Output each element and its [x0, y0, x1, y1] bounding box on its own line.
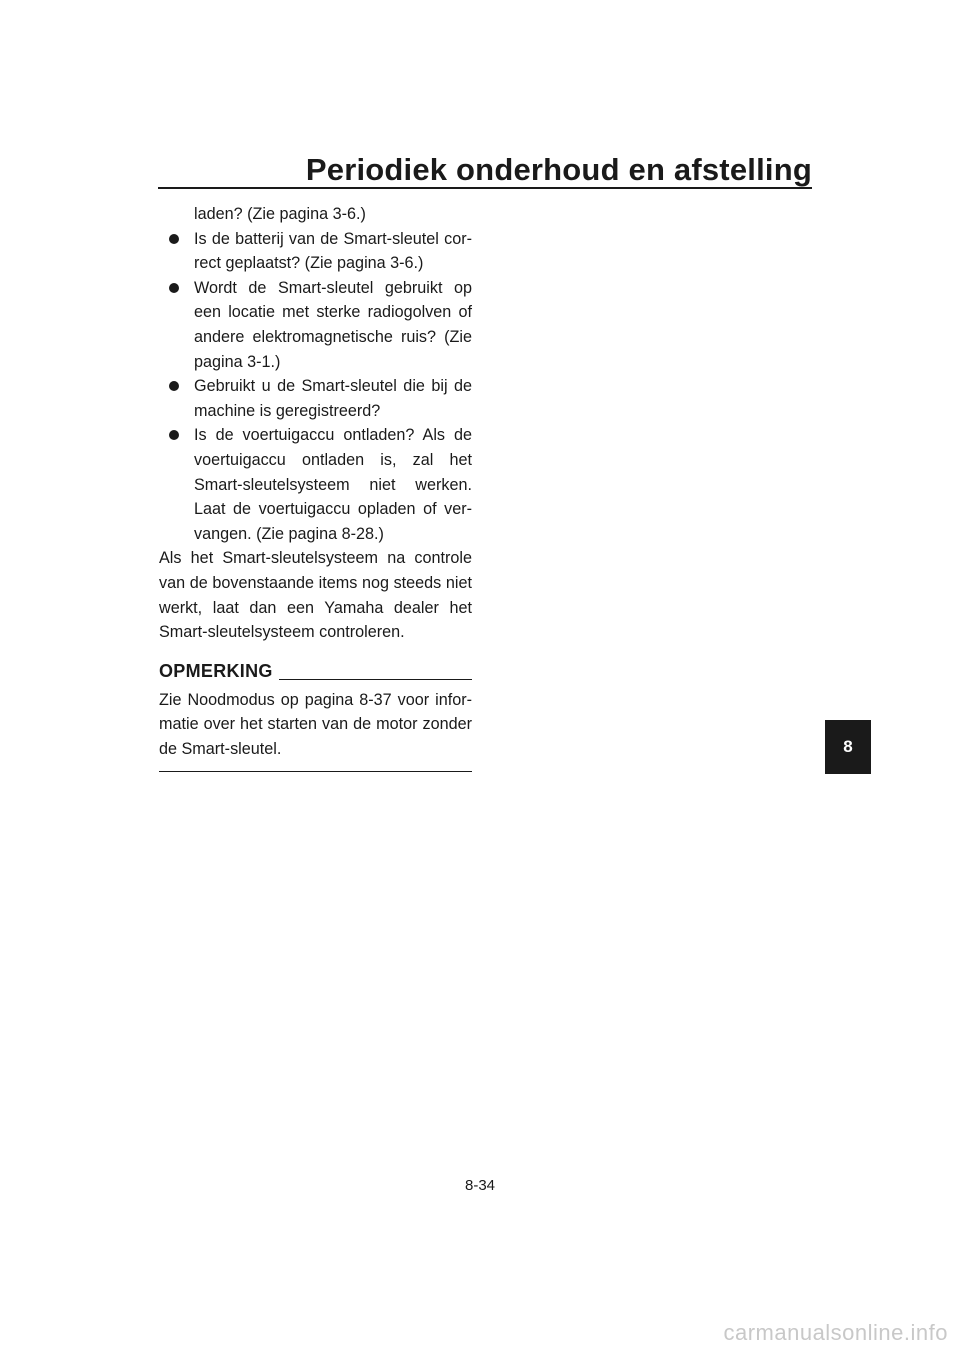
bullet-icon	[169, 234, 179, 244]
note-heading	[159, 658, 472, 684]
list-item	[159, 227, 472, 276]
chapter-tab: 8	[825, 720, 871, 774]
title-rule	[158, 187, 812, 189]
list-item-text: Is de batterij van de Smart-sleutel cor-rect geplaatst? (Zie pagina 3-6.)	[194, 229, 472, 273]
bullet-icon	[169, 283, 179, 293]
main-column	[159, 202, 472, 772]
watermark: carmanualsonline.info	[723, 1320, 948, 1345]
list-item-text: Is de voertuigaccu ontladen? Als de voertuigaccu ontladen is, zal het Smart-sleutelsysteem niet werken. Laat de voertuigaccu opladen of ver-vangen. (Zie pagina 8-28.)	[194, 426, 472, 543]
bullet-icon	[169, 381, 179, 391]
bullet-icon	[169, 430, 179, 440]
note-body: Zie Noodmodus op pagina 8-37 voor infor-matie over het starten van de motor zonder de Smart-sleutel.	[159, 690, 472, 758]
note-end-rule	[159, 771, 472, 772]
list-item-text: Wordt de Smart-sleutel gebruikt op een locatie met sterke radiogolven of andere elektromagnetische ruis? (Zie pagina 3-1.)	[194, 278, 472, 371]
note-heading-label: OPMERKING	[159, 660, 273, 681]
page-number: 8-34	[464, 1177, 496, 1194]
note-heading-rule	[279, 679, 472, 680]
page-title: Periodiek onderhoud en afstelling	[305, 152, 812, 187]
list-item	[159, 423, 472, 546]
list-item	[159, 276, 472, 374]
bullet-continuation: laden? (Zie pagina 3-6.)	[194, 205, 366, 223]
list-item-text: Gebruikt u de Smart-sleutel die bij de machine is geregistreerd?	[194, 377, 472, 420]
list-item	[159, 374, 472, 423]
body-paragraph: Als het Smart-sleutelsysteem na controle van de bovenstaande items nog steeds niet werkt, laat dan een Yamaha dealer het Smart-sleutelsysteem controleren.	[159, 549, 472, 642]
